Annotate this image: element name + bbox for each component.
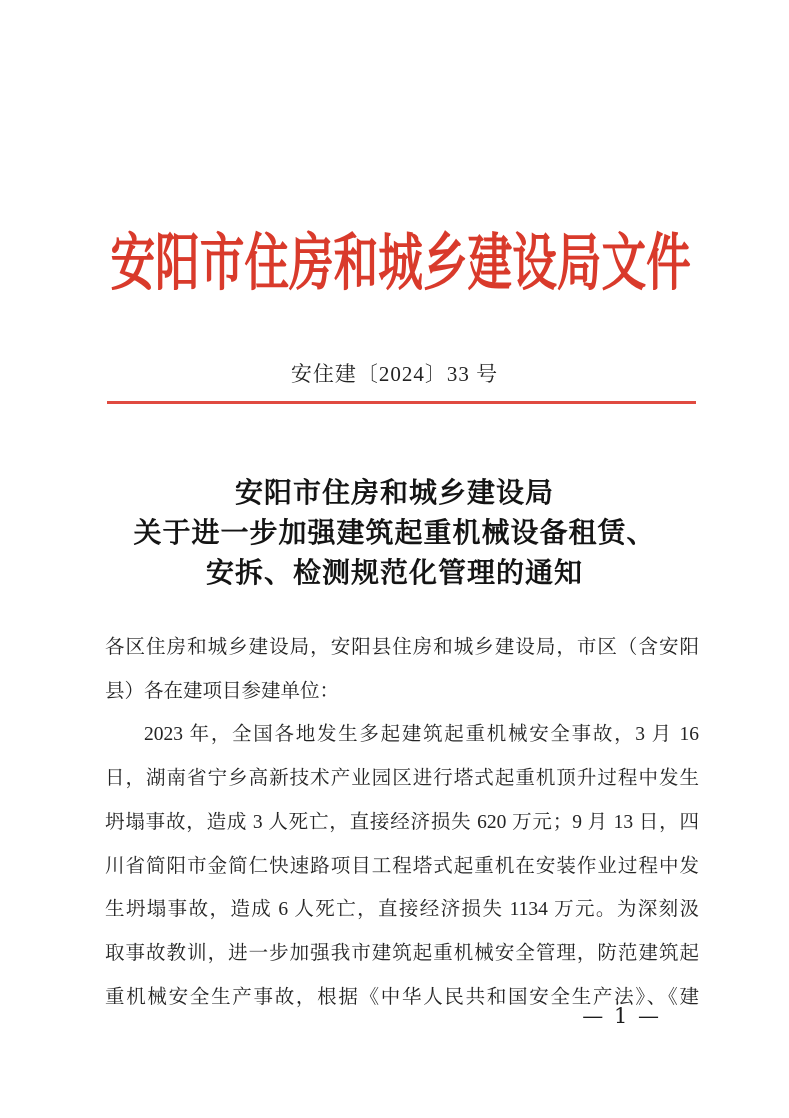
body-text-line: 2023 年，全国各地发生多起建筑起重机械安全事故，3 月 16: [144, 724, 699, 746]
body-text-line: 川省简阳市金简仁快速路项目工程塔式起重机在安装作业过程中发: [105, 855, 699, 877]
body-text-line: 生坍塌事故，造成 6 人死亡，直接经济损失 1134 万元。为深刻汲: [105, 899, 699, 921]
body-text-line: 坍塌事故，造成 3 人死亡，直接经济损失 620 万元；9 月 13 日，四: [105, 811, 699, 833]
notice-body: [105, 626, 699, 1019]
document-number: 安住建〔2024〕33 号: [290, 362, 499, 386]
body-text-line: 取事故教训，进一步加强我市建筑起重机械安全管理，防范建筑起: [105, 942, 699, 964]
notice-title-line: 关于进一步加强建筑起重机械设备租赁、: [133, 518, 656, 549]
body-text-line: 重机械安全生产事故，根据《中华人民共和国安全生产法》、《建: [105, 986, 699, 1008]
notice-title-line: 安阳市住房和城乡建设局: [234, 478, 554, 509]
body-text-line: 县）各在建项目参建单位：: [105, 680, 340, 702]
body-text-line: 日，湖南省宁乡高新技术产业园区进行塔式起重机顶升过程中发生: [105, 768, 699, 790]
notice-title: [0, 474, 789, 594]
body-text-line: 各区住房和城乡建设局，安阳县住房和城乡建设局，市区（含安阳: [105, 637, 699, 658]
agency-banner: 安阳市住房和城乡建设局文件: [110, 230, 691, 298]
page-number: — 1 —: [582, 1004, 661, 1028]
red-divider-line: [107, 401, 696, 404]
notice-title-line: 安拆、检测规范化管理的通知: [205, 558, 583, 589]
